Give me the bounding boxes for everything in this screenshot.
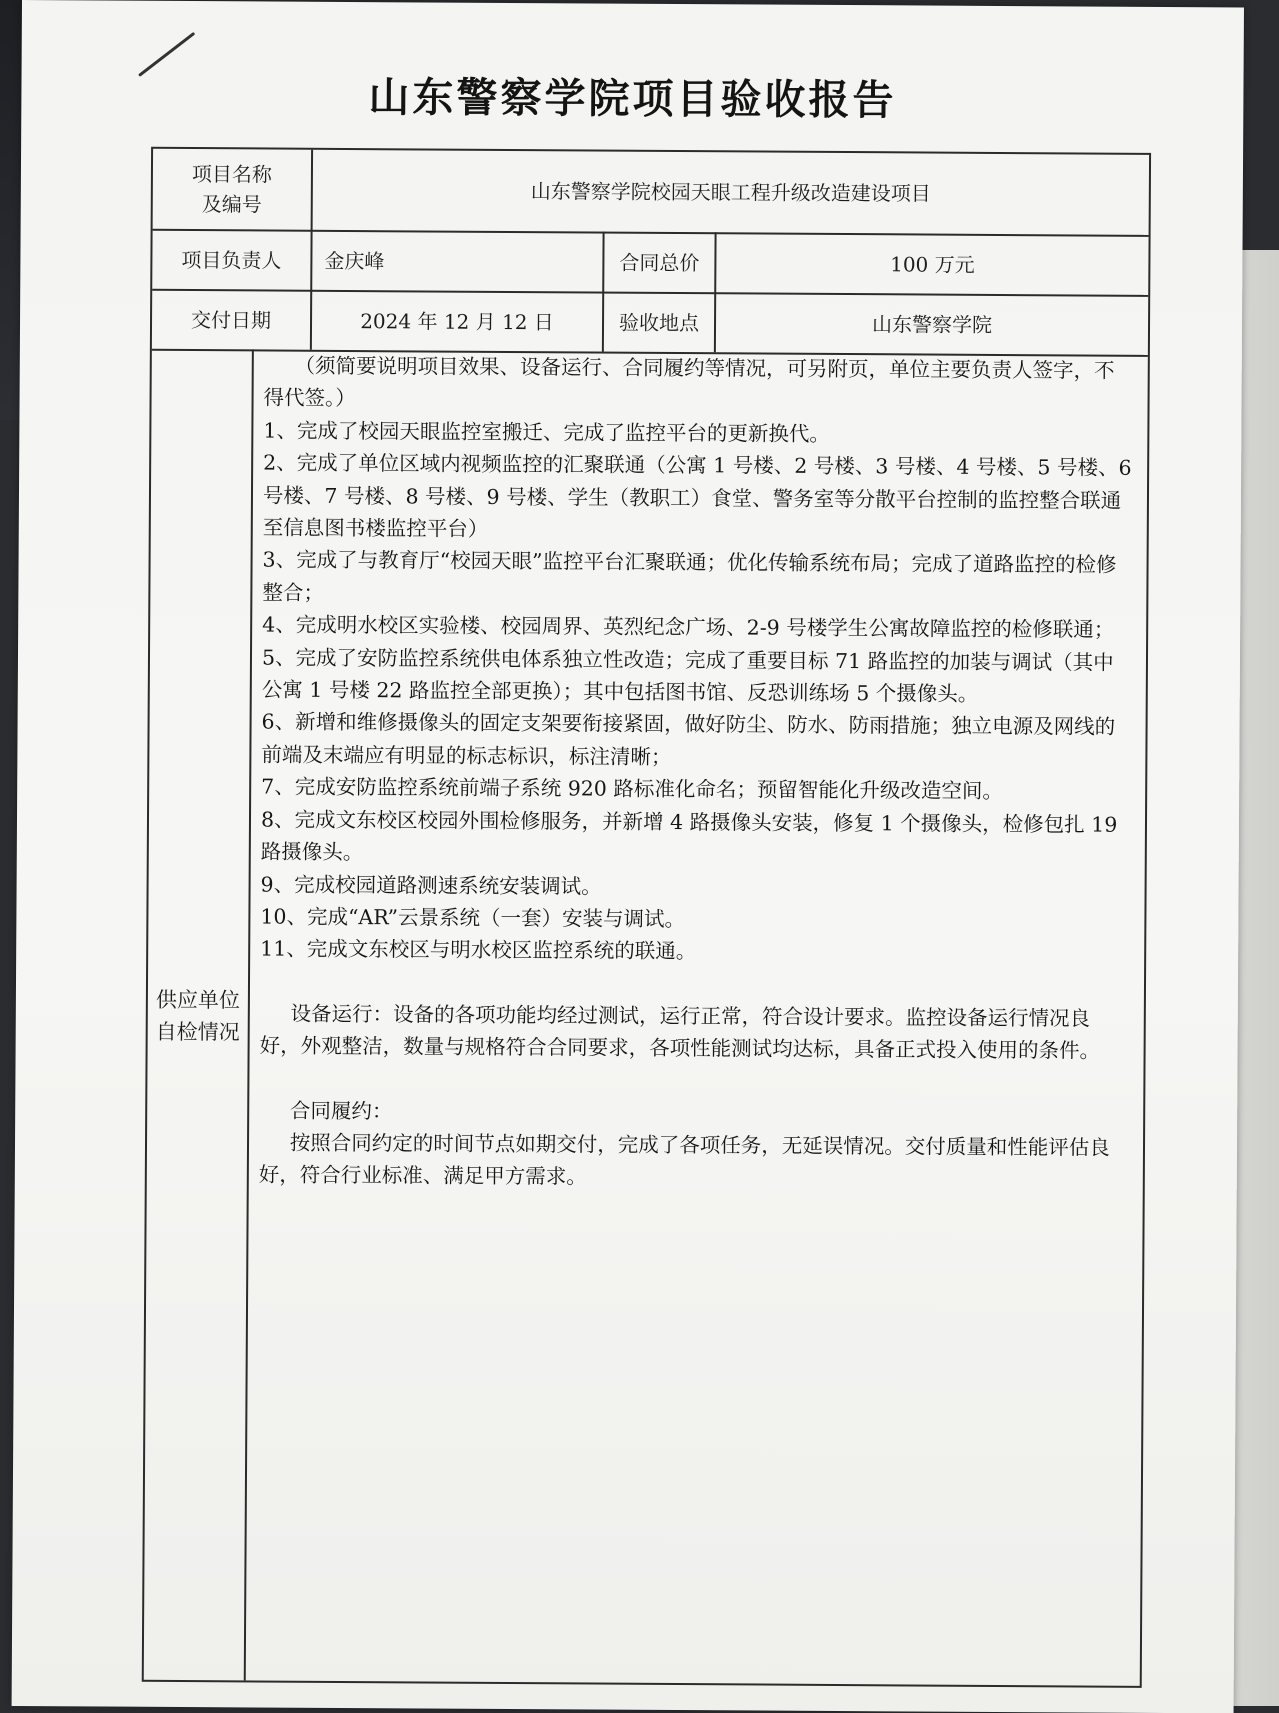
- contract-price-label: 合同总价: [619, 250, 700, 276]
- contract-performance-paragraph: 按照合同约定的时间节点如期交付，完成了各项任务，无延误情况。交付质量和性能评估良好，符合行业标准、满足甲方需求。: [258, 1130, 1110, 1189]
- acceptance-location-value: 山东警察学院: [871, 312, 993, 337]
- acceptance-location-label: 验收地点: [618, 310, 700, 336]
- project-leader-value: 金庆峰: [324, 248, 385, 274]
- self-check-item: 5、完成了安防监控系统供电体系独立性改造；完成了重要目标 71 路监控的加装与调试（其中公寓 1 号楼 22 路监控全部更换）；其中包括图书馆、反恐训练场 5 个摄像头。: [261, 645, 1114, 706]
- self-check-item: 8、完成文东校区校园外围检修服务，并新增 4 路摄像头安装，修复 1 个摄像头，检修包扎 19 路摄像头。: [260, 807, 1118, 865]
- report-page: [12, 0, 1244, 1713]
- self-check-content: [259, 349, 1134, 1196]
- self-check-item: 11、完成文东校区与明水校区监控系统的联通。: [260, 936, 697, 964]
- self-check-item: 2、完成了单位区域内视频监控的汇聚联通（公寓 1 号楼、2 号楼、3 号楼、4 号楼、5 号楼、6 号楼、7 号楼、8 号楼、9 号楼、学生（教职工）食堂、警务室等分散平台控制的监控整合联通至信息图书楼监控平台）: [262, 450, 1132, 541]
- self-check-item: 3、完成了与教育厅“校园天眼”监控平台汇聚联通；优化传输系统布局；完成了道路监控的检修整合；: [262, 547, 1117, 605]
- delivery-date-value: 2024 年 12 月 12 日: [360, 309, 554, 335]
- self-check-item: 9、完成校园道路测速系统安装调试。: [260, 871, 602, 899]
- self-check-item: 10、完成“AR”云景系统（一套）安装与调试。: [260, 904, 686, 931]
- self-check-item: 6、新增和维修摄像头的固定支架要衔接紧固，做好防尘、防水、防雨措施；独立电源及网线的前端及末端应有明显的标志标识，标注清晰；: [261, 709, 1116, 769]
- project-name-label: 项目名称 及编号: [191, 162, 273, 217]
- instruction-note: （须简要说明项目效果、设备运行、合同履约等情况，可另附页，单位主要负责人签字，不得代签。）: [263, 353, 1115, 411]
- equipment-operation-paragraph: 设备运行：设备的各项功能均经过测试，运行正常，符合设计要求。监控设备运行情况良好，外观整洁，数量与规格符合合同要求，各项性能测试均达标，具备正式投入使用的条件。: [259, 1001, 1101, 1063]
- project-leader-label: 项目负责人: [181, 247, 282, 273]
- delivery-date-label: 交付日期: [190, 308, 272, 333]
- self-check-item: 7、完成安防监控系统前端子系统 920 路标准化命名；预留智能化升级改造空间。: [261, 774, 1003, 804]
- acceptance-table: [142, 147, 1151, 1688]
- contract-performance-heading: 合同履约：: [289, 1098, 393, 1123]
- project-name-value: 山东警察学院校园天眼工程升级改造建设项目: [530, 179, 931, 206]
- contract-price-value: 100 万元: [890, 252, 975, 277]
- self-check-item: 1、完成了校园天眼监控室搬迁、完成了监控平台的更新换代。: [263, 418, 830, 446]
- self-check-label: 供应单位 自检情况: [155, 987, 240, 1044]
- self-check-item: 4、完成明水校区实验楼、校园周界、英烈纪念广场、2-9 号楼学生公寓故障监控的检修联通；: [262, 612, 1115, 642]
- report-title: 山东警察学院项目验收报告: [368, 73, 897, 125]
